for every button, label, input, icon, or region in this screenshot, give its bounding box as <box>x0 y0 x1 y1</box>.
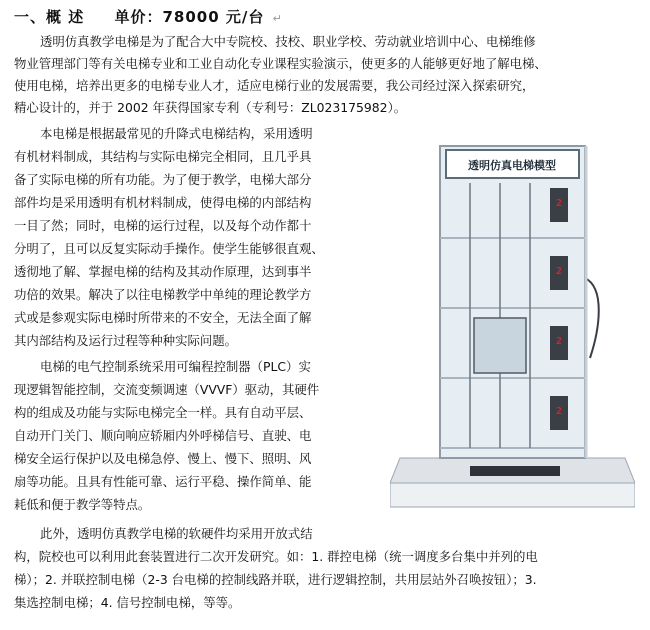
body-line: 备了实际电梯的所有功能。为了便于教学，电梯大部分 <box>14 172 312 187</box>
body-line: 其内部结构及运行过程等种种实际问题。 <box>14 333 238 348</box>
floor-display: 2 <box>555 266 563 277</box>
body-line: 本电梯是根据最常见的升降式电梯结构，采用透明 <box>40 126 313 141</box>
intro-line: 透明仿真教学电梯是为了配合大中专院校、技校、职业学校、劳动就业培训中心、电梯维修 <box>40 34 536 49</box>
body-line: 透彻地了解、掌握电梯的结构及其动作原理，达到事半 <box>14 264 312 279</box>
section-title: 一、概 述 <box>14 8 85 26</box>
elevator-model-photo <box>390 128 635 510</box>
outro-line: 梯）；2. 并联控制电梯（2-3 台电梯的控制线路并联，进行逻辑控制，共用层站外召唤按钮）；3. <box>14 572 537 587</box>
floor-display: 2 <box>555 406 563 417</box>
body-line: 现逻辑智能控制，交流变频调速（VVVF）驱动，其硬件 <box>14 382 320 397</box>
body-line: 部件均是采用透明有机材料制成，使得电梯的内部结构 <box>14 195 312 210</box>
elevator-model-drawing <box>390 128 635 510</box>
body-line: 一目了然；同时，电梯的运行过程，以及每个动作都十 <box>14 218 312 233</box>
outro-line: 此外，透明仿真教学电梯的软硬件均采用开放式结 <box>40 526 313 541</box>
model-sign-text: 透明仿真电梯模型 <box>468 159 556 172</box>
control-panel <box>470 466 560 476</box>
paragraph-mark-icon: ↵ <box>272 12 283 25</box>
outro-line: 集选控制电梯；4. 信号控制电梯，等等。 <box>14 595 241 610</box>
body-line: 构的组成及功能与实际电梯完全一样。具有自动平层、 <box>14 405 312 420</box>
body-line: 电梯的电气控制系统采用可编程控制器（PLC）实 <box>40 359 311 374</box>
elevator-car <box>474 318 526 373</box>
body-line: 式或是参观实际电梯时所带来的不安全，无法全面了解 <box>14 310 312 325</box>
intro-line: 精心设计的，并于 2002 年获得国家专利（专利号：ZL023175982）。 <box>14 100 407 115</box>
body-line: 扇等功能。且具有性能可靠、运行平稳、操作简单、能 <box>14 474 312 489</box>
floor-display: 2 <box>555 336 563 347</box>
unit-price: 单价：78000 元/台 <box>114 8 265 26</box>
body-line: 耗低和便于教学等特点。 <box>14 497 151 512</box>
body-line: 自动开门关门、顺向响应轿厢内外呼梯信号、直驶、电 <box>14 428 312 443</box>
body-line: 有机材料制成，其结构与实际电梯完全相同，且几乎具 <box>14 149 312 164</box>
outro-line: 构，院校也可以利用此套装置进行二次开发研究。如：1. 群控电梯（统一调度多台集中并列的电 <box>14 549 538 564</box>
body-line: 分明了，且可以反复实际动手操作。使学生能够很直观、 <box>14 241 324 256</box>
body-line: 功倍的效果。解决了以往电梯教学中单纯的理论教学方 <box>14 287 312 302</box>
body-line: 梯安全运行保护以及电梯急停、慢上、慢下、照明、风 <box>14 451 312 466</box>
floor-display: 2 <box>555 198 563 209</box>
intro-line: 物业管理部门等有关电梯专业和工业自动化专业课程实验演示，使更多的人能够更好地了解电梯、 <box>14 56 547 71</box>
section-heading <box>14 6 283 27</box>
intro-line: 使用电梯，培养出更多的电梯专业人才，适应电梯行业的发展需要，我公司经过深入探索研究， <box>14 78 535 93</box>
